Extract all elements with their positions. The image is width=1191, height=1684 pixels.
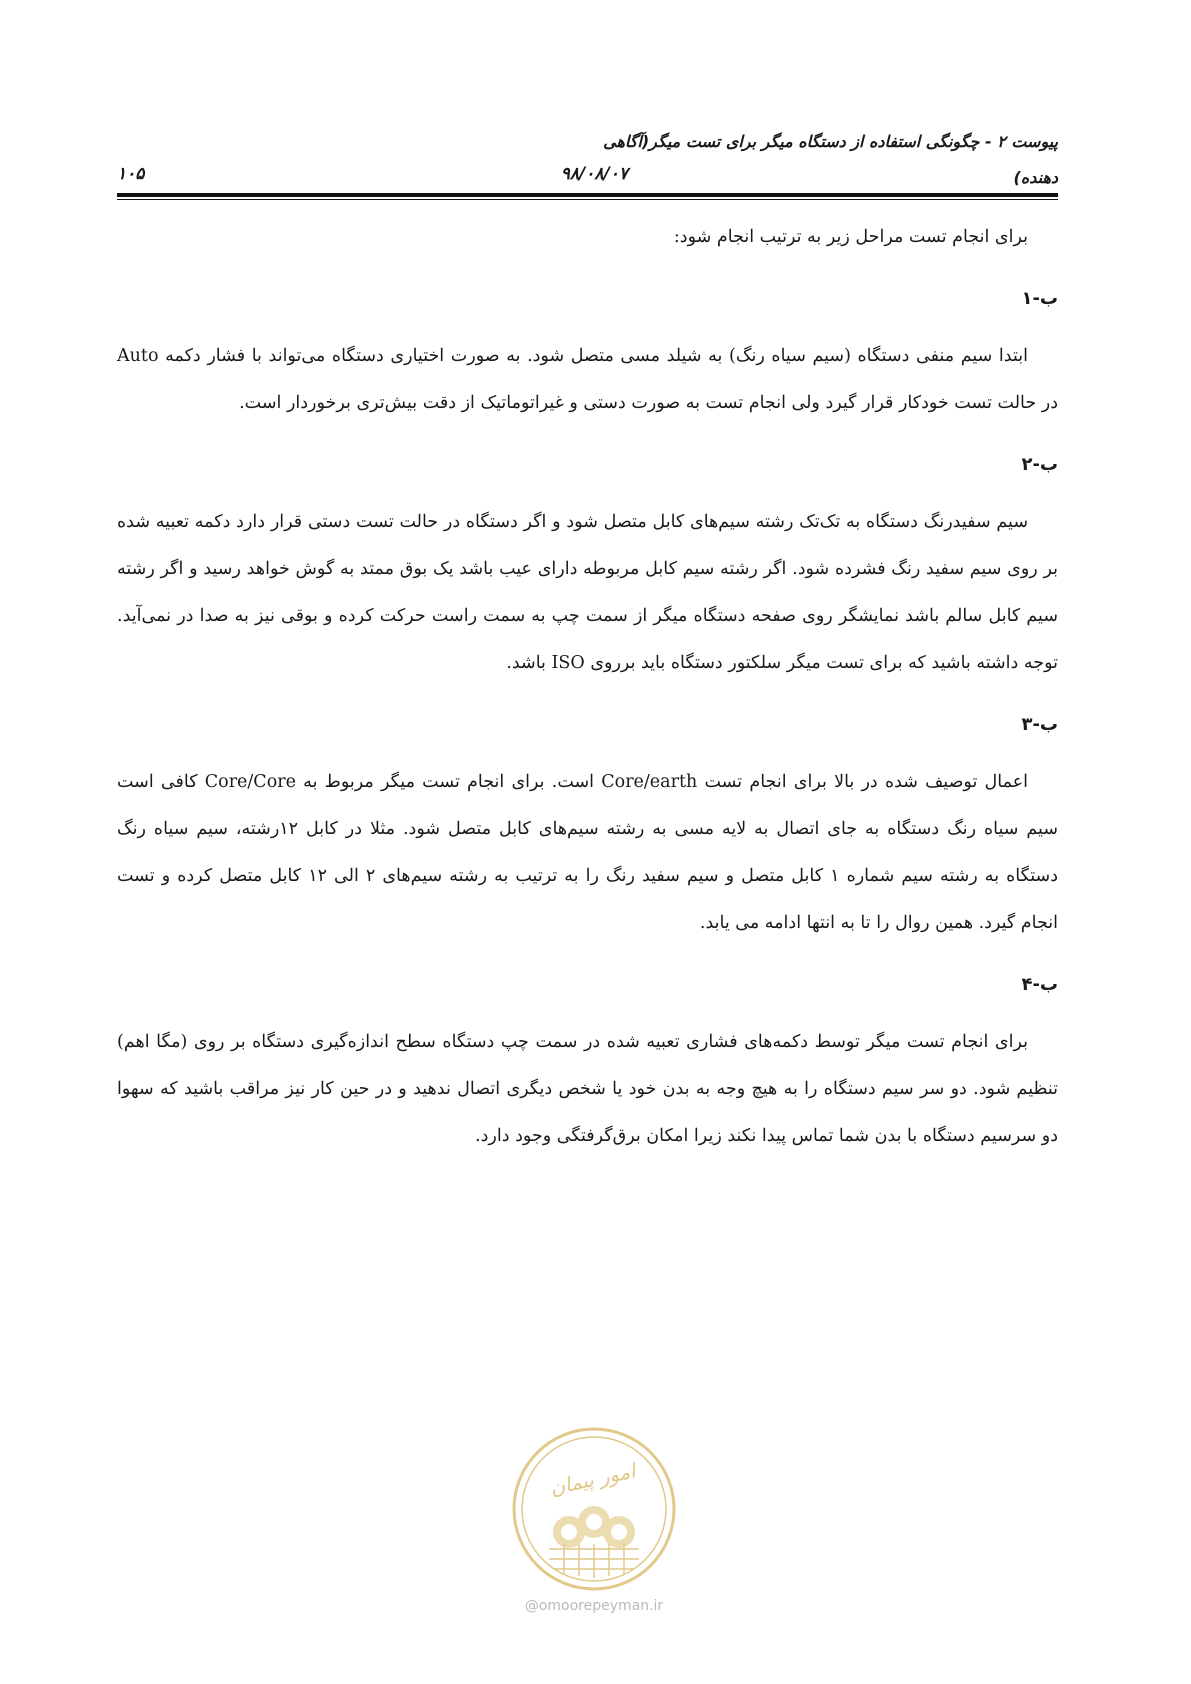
header-divider-thick: [117, 193, 1058, 197]
watermark-logo-text: امور پیمان: [547, 1458, 638, 1500]
watermark-url: @omoorepeyman.ir: [524, 1598, 664, 1614]
document-body: [117, 214, 1058, 1160]
intro-paragraph: برای انجام تست مراحل زیر به ترتیب انجام شود:: [673, 227, 1028, 247]
section-paragraph-b2: سیم سفیدرنگ دستگاه به تک‌تک رشته سیم‌های کابل متصل شود و اگر دستگاه در حالت تست دستی قرار دارد دکمه تعبیه شده بر روی سیم سفید رنگ فشرده شود. اگر رشته سیم کابل مربوطه دارای عیب باشد یک بوق ممتد به گوش خواهد رسید و اگر رشته سیم کابل سالم باشد نمایشگر روی صفحه دستگاه میگر از سمت چپ به سمت راست حرکت کرده و بوقی نیز به صدا در نمی‌آید. توجه داشته باشید که برای تست میگر سلکتور دستگاه باید برروی ISO باشد.: [117, 512, 1058, 673]
header-title-continuation: دهنده): [1013, 168, 1058, 187]
section-heading-b3: ب-۳: [1021, 714, 1058, 735]
page-number: ۱۰۵: [117, 164, 145, 184]
section-heading-b2: ب-۲: [1021, 454, 1058, 475]
section-heading-b4: ب-۴: [1021, 974, 1058, 995]
section-paragraph-b3: اعمال توصیف شده در بالا برای انجام تست Core/earth است. برای انجام تست میگر مربوط به Core/Core کافی است سیم سیاه رنگ دستگاه به جای اتصال به لایه مسی به رشته سیم‌های کابل متصل شود. مثلا در کابل ۱۲رشته، سیم سیاه رنگ دستگاه به رشته سیم شماره ۱ کابل متصل و سیم سفید رنگ را به ترتیب به رشته سیم‌های ۲ الی ۱۲ کابل متصل کرده و تست انجام گیرد. همین روال را تا به انتها ادامه می یابد.: [117, 772, 1059, 933]
section-paragraph-b1: ابتدا سیم منفی دستگاه (سیم سیاه رنگ) به شیلد مسی متصل شود. به صورت اختیاری دستگاه می‌تواند با فشار دکمه Auto در حالت تست خودکار قرار گیرد ولی انجام تست به صورت دستی و غیراتوماتیک از دقت بیش‌تری برخوردار است.: [117, 346, 1058, 413]
header-title: پیوست ۲ - چگونگی استفاده از دستگاه میگر برای تست میگر(آگاهی: [603, 132, 1058, 151]
page-header: [117, 118, 1058, 204]
watermark-logo: [509, 1424, 679, 1594]
header-date: ۹۸/۰۸/۰۷: [560, 164, 628, 184]
header-divider-thin: [117, 199, 1058, 200]
section-heading-b1: ب-۱: [1021, 288, 1058, 309]
section-paragraph-b4: برای انجام تست میگر توسط دکمه‌های فشاری تعبیه شده در سمت چپ دستگاه سطح اندازه‌گیری دستگاه بر روی (مگا اهم) تنظیم شود. دو سر سیم دستگاه را به هیچ وجه به بدن خود یا شخص دیگری اتصال ندهید و در حین کار نیز مراقب باشید که سهوا دو سرسیم دستگاه با بدن شما تماس پیدا نکند زیرا امکان برق‌گرفتگی وجود دارد.: [117, 1032, 1058, 1146]
